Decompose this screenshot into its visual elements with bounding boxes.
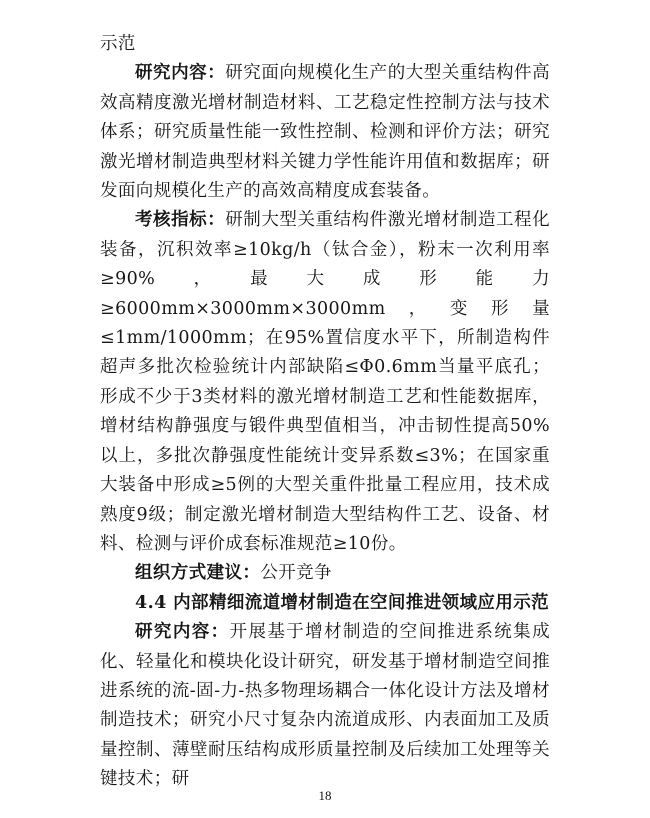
assessment-indicators-text: 研制大型关重结构件激光增材制造工程化装备，沉积效率≥10kg/h（钛合金），粉末一次利用率≥90%，最大成形能力≥6000mm×3000mm×3000mm，变形量≤1mm/1000mm；在95%置信度水平下，所制造构件超声多批次检验统计内部缺陷≤Φ0.6mm当量平底孔；形成不少于3类材料的激光增材制造工艺和性能数据库，增材结构静强度与锻件典型值相当，冲击韧性提高50%以上，多批次静强度性能统计变异系数≤3%；在国家重大装备中形成≥5例的大型关重件批量工程应用，技术成熟度9级；制定激光增材制造大型结构件工艺、设备、材料、检测与评价成套标准规范≥10份。	[100, 210, 550, 554]
organization-paragraph	[100, 559, 550, 588]
page-number: 18	[318, 788, 332, 803]
organization-label: 组织方式建议：	[135, 563, 261, 584]
section-heading: 4.4 内部精细流道增材制造在空间推进领域应用示范	[135, 592, 550, 613]
section-research-content-label: 研究内容：	[135, 622, 230, 643]
section-research-content-paragraph	[100, 618, 550, 794]
research-content-label: 研究内容：	[135, 63, 226, 84]
section-research-content-text: 开展基于增材制造的空间推进系统集成化、轻量化和模块化设计研究，研发基于增材制造空间推进系统的流-固-力-热多物理场耦合一体化设计方法及增材制造技术；研究小尺寸复杂内流道成形、内表面加工及质量控制、薄壁耐压结构成形质量控制及后续加工处理等关键技术；研	[100, 622, 550, 790]
research-content-paragraph	[100, 59, 550, 206]
continuation-line: 示范	[100, 34, 136, 54]
assessment-indicators-paragraph	[100, 206, 550, 559]
research-content-text: 研究面向规模化生产的大型关重结构件高效高精度激光增材制造材料、工艺稳定性控制方法与技术体系；研究质量性能一致性控制、检测和评价方法；研究激光增材制造典型材料关键力学性能许用值和数据库；研发面向规模化生产的高效高精度成套装备。	[100, 63, 550, 202]
organization-text: 公开竞争	[260, 563, 332, 584]
assessment-indicators-label: 考核指标：	[135, 210, 226, 231]
page-body	[100, 30, 550, 795]
